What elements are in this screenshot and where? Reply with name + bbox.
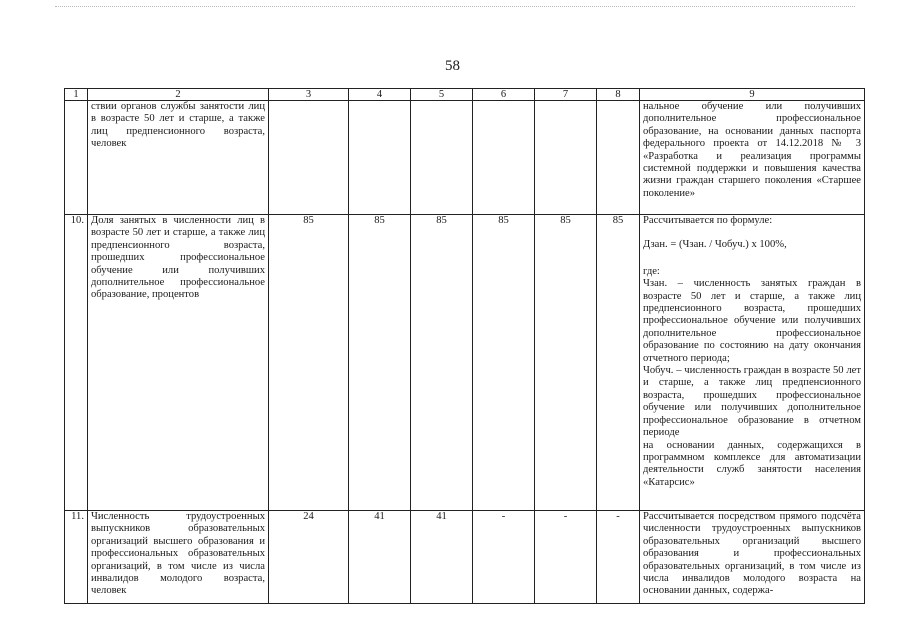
value-year-6: - (597, 511, 640, 604)
col-header: 4 (349, 89, 411, 101)
value-year-1: 24 (269, 511, 349, 604)
col-header: 9 (640, 89, 865, 101)
value-year-2: 85 (349, 215, 411, 511)
value-year-6: 85 (597, 215, 640, 511)
formula: Дзан. = (Чзан. / Чобуч.) х 100%, (643, 239, 787, 251)
definition-trained: Чобуч. – численность граждан в возрасте 50 лет и старше, а также лиц предпенсионного возраста, прошедших профессиональное обучение или получивших дополнительное профессиональное образование в отчетном периоде (643, 365, 861, 439)
indicator-description: ствии органов службы занятости лиц в возрасте 50 лет и старше, а также лиц предпенсионного возраста, человек (88, 101, 269, 215)
header-row (65, 89, 865, 101)
value-year-4: 85 (473, 215, 535, 511)
value-year-1: 85 (269, 215, 349, 511)
value-year-4: - (473, 511, 535, 604)
scan-edge-line (55, 6, 855, 7)
calculation-note: нальное обучение или получивших дополнительное профессиональное образование, на основании данных паспорта федерального проекта от 14.12.2018 № 3 «Разработка и реализация программы системной поддержки и повышения качества жизни граждан старшего поколения «Старшее поколение» (640, 101, 865, 215)
value-year-2: 41 (349, 511, 411, 604)
indicators-table (64, 88, 865, 604)
table-row-11 (65, 511, 865, 604)
value-cell (349, 101, 411, 215)
value-year-5: 85 (535, 215, 597, 511)
col-header: 7 (535, 89, 597, 101)
indicator-description: Численность трудоустроенных выпускников образовательных организаций высшего образования и профессиональных образовательных организаций, в том числе из числа инвалидов молодого возраста, человек (88, 511, 269, 604)
page-number: 58 (445, 58, 460, 74)
value-cell (411, 101, 473, 215)
table-row-10 (65, 215, 865, 511)
value-cell (597, 101, 640, 215)
table-row-continued (65, 101, 865, 215)
col-header: 3 (269, 89, 349, 101)
row-number-cell (65, 101, 88, 215)
col-header: 2 (88, 89, 269, 101)
row-number: 10. (65, 215, 88, 511)
value-year-3: 41 (411, 511, 473, 604)
col-header: 6 (473, 89, 535, 101)
col-header: 1 (65, 89, 88, 101)
value-year-5: - (535, 511, 597, 604)
note-intro: Рассчитывается по формуле: (643, 215, 773, 226)
value-cell (269, 101, 349, 215)
value-cell (535, 101, 597, 215)
value-year-3: 85 (411, 215, 473, 511)
note-where: где: (643, 265, 660, 277)
indicator-description: Доля занятых в численности лиц в возрасте 50 лет и старше, а также лиц предпенсионного возраста, прошедших профессиональное обучение или получивших дополнительное профессиональное образование, процентов (88, 215, 269, 511)
definition-employed: Чзан. – численность занятых граждан в возрасте 50 лет и старше, а также лиц предпенсионного возраста, прошедших профессиональное обучение или получивших дополнительное профессиональное образование по состоянию на дату окончания отчетного периода; (643, 278, 861, 364)
row-number: 11. (65, 511, 88, 604)
data-source: на основании данных, содержащихся в программном комплексе для автоматизации деятельности служб занятости населения «Катарсис» (643, 439, 861, 488)
calculation-note: Рассчитывается посредством прямого подсчёта численности трудоустроенных выпускников образовательных организаций высшего образования и профессиональных образовательных организаций, в том числе из числа инвалидов молодого возраста на основании данных, содержа- (640, 511, 865, 604)
value-cell (473, 101, 535, 215)
col-header: 5 (411, 89, 473, 101)
col-header: 8 (597, 89, 640, 101)
calculation-note (640, 215, 865, 511)
